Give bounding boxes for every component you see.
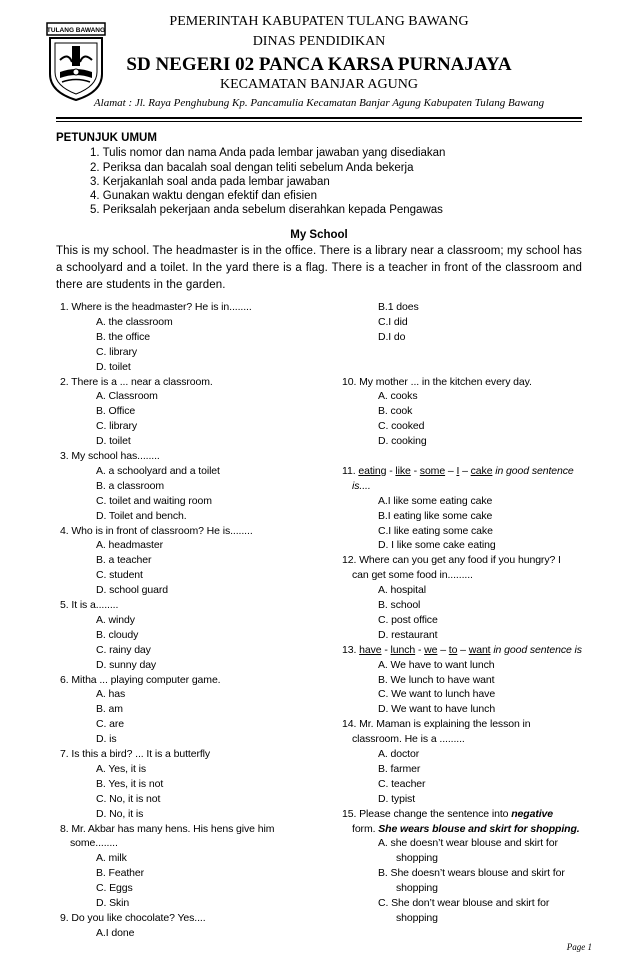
rich-text-fragment: some (419, 464, 446, 477)
answer-option: A. a schoolyard and a toilet (96, 464, 220, 477)
question-line: shopping (396, 911, 438, 924)
answer-option: A.I done (96, 926, 135, 939)
answer-option: D. toilet (96, 360, 131, 373)
answer-option: A. cooks (378, 390, 418, 403)
question-line: shopping (396, 852, 438, 865)
reading-passage: This is my school. The headmaster is in the office. There is a library near a classroom; my school has a schoolyard and a toilet. In the yard there is a flag. There is a teacher in front of the classroom and there are students in the garden. (56, 245, 582, 291)
logo-label: TULANG BAWANG (46, 27, 106, 34)
rich-text-fragment: 11. (342, 464, 356, 477)
instruction-item: 3. Kerjakanlah soal anda pada lembar jawaban (90, 176, 330, 188)
answer-option: C. rainy day (96, 643, 151, 656)
question-stem (342, 808, 553, 820)
question-line: C.I did (378, 315, 408, 328)
instruction-item: 4. Gunakan waktu dengan efektif dan efisien (90, 190, 317, 202)
answer-option: B. cloudy (96, 628, 139, 641)
answer-option: C. post office (378, 613, 438, 626)
answer-option: B. the office (96, 330, 150, 343)
question-stem: 4. Who is in front of classroom? He is........ (60, 524, 253, 537)
question-line: shopping (396, 882, 438, 895)
rich-text-fragment: Please change the sentence into (359, 807, 512, 820)
rich-text-fragment: to (448, 643, 458, 656)
answer-option: C. library (96, 420, 138, 433)
rich-text-fragment: eating (358, 464, 387, 477)
answer-option: A. Classroom (96, 390, 158, 403)
rich-text-fragment: negative (511, 807, 554, 820)
answer-option: A. windy (96, 613, 135, 626)
school-name: SD NEGERI 02 PANCA KARSA PURNAJAYA (126, 54, 512, 75)
rich-text-fragment: She wears blouse and skirt for shopping. (378, 822, 580, 835)
question-stem: 2. There is a ... near a classroom. (60, 375, 213, 388)
header-line-government: PEMERINTAH KABUPATEN TULANG BAWANG (169, 14, 469, 29)
answer-option: B. am (96, 703, 123, 716)
answer-option: D. cooking (378, 435, 427, 448)
rich-text-fragment: have (359, 643, 382, 656)
answer-option: B. Yes, it is not (96, 777, 164, 790)
answer-option: C. cooked (378, 420, 425, 433)
answer-option: B. She doesn’t wears blouse and skirt for (378, 867, 565, 880)
answer-option: D. toilet (96, 435, 131, 448)
instruction-item: 1. Tulis nomor dan nama Anda pada lembar jawaban yang disediakan (90, 147, 446, 159)
reading-title: My School (290, 229, 348, 241)
rich-text-fragment: cake (470, 464, 493, 477)
question-line: classroom. He is a ......... (352, 733, 465, 746)
rich-text-fragment: lunch (390, 643, 416, 656)
rich-text-fragment: form. (352, 822, 379, 835)
answer-option: D. Toilet and bench. (96, 509, 187, 522)
instruction-item: 5. Periksalah pekerjaan anda sebelum diserahkan kepada Pengawas (90, 204, 443, 216)
instruction-item: 2. Periksa dan bacalah soal dengan teliti sebelum Anda bekerja (90, 162, 414, 174)
rich-text-fragment: I (456, 464, 460, 477)
answer-option: D. sunny day (96, 658, 157, 671)
answer-option: B. Office (96, 405, 136, 418)
question-line: can get some food in......... (352, 569, 473, 582)
answer-option: D. I like some cake eating (378, 539, 496, 552)
answer-option: C. teacher (378, 777, 426, 790)
answer-option: B.I eating like some cake (378, 509, 493, 522)
rich-text-fragment: 13. (342, 643, 357, 656)
answer-option: B. Feather (96, 867, 145, 880)
rich-text-fragment: in good sentence is (493, 643, 582, 656)
answer-option: B. a teacher (96, 554, 152, 567)
answer-option: C. She don’t wear blouse and skirt for (378, 897, 550, 909)
answer-option: D. No, it is (96, 807, 144, 820)
answer-option: C. student (96, 569, 143, 582)
answer-option: A.I like some eating cake (378, 494, 493, 507)
rich-text-fragment: 15. (342, 807, 357, 820)
question-stem: 11. eating - like - some – I – cake in good sentence (342, 464, 574, 477)
question-stem: 14. Mr. Maman is explaining the lesson in (342, 718, 531, 731)
answer-option: A. We have to want lunch (378, 658, 495, 671)
answer-option: D. restaurant (378, 628, 438, 641)
answer-option: A. Yes, it is (96, 762, 147, 775)
answer-option: A. she doesn’t wear blouse and skirt for (378, 837, 558, 850)
answer-option: C. library (96, 345, 138, 358)
instructions-title: PETUNJUK UMUM (56, 132, 157, 144)
question-line: B.1 does (378, 301, 419, 313)
question-stem: 8. Mr. Akbar has many hens. His hens give him (60, 822, 275, 835)
page-number: Page 1 (566, 942, 592, 952)
answer-option: D. school guard (96, 584, 169, 597)
question-stem: 5. It is a........ (60, 599, 119, 611)
rich-text-fragment: like (395, 464, 411, 477)
question-stem: 10. My mother ... in the kitchen every day. (342, 375, 532, 388)
school-address: Alamat : Jl. Raya Penghubung Kp. Pancamulia Kecamatan Banjar Agung Kabupaten Tulang Bawang (93, 97, 545, 109)
answer-option: C. No, it is not (96, 792, 161, 805)
answer-option: C. toilet and waiting room (96, 494, 212, 507)
answer-option: D. typist (378, 792, 416, 805)
answer-option: A. doctor (378, 748, 420, 760)
answer-option: D. Skin (96, 897, 130, 909)
question-stem: 13. have - lunch - we – to – want in good sentence is (342, 643, 582, 656)
header-divider-thick (56, 117, 582, 119)
answer-option: B. school (378, 599, 421, 611)
header-divider-thin (56, 121, 582, 122)
answer-option: B. a classroom (96, 479, 165, 492)
answer-option: A. the classroom (96, 315, 173, 328)
answer-option: C. Eggs (96, 882, 133, 895)
question-stem: 6. Mitha ... playing computer game. (60, 673, 221, 686)
question-line (352, 823, 580, 835)
answer-option: A. headmaster (96, 539, 163, 552)
rich-text-fragment: we (424, 643, 438, 656)
answer-option: A. has (96, 688, 126, 701)
question-stem: 3. My school has........ (60, 450, 160, 462)
answer-option: C.I like eating some cake (378, 524, 493, 537)
question-stem: 7. Is this a bird? ... It is a butterfly (60, 748, 211, 760)
answer-option: A. milk (96, 852, 127, 865)
answer-option: A. hospital (378, 584, 426, 597)
question-line: is.... (352, 479, 371, 492)
rich-text-fragment: want (468, 643, 491, 656)
answer-option: B. farmer (378, 762, 421, 775)
answer-option: B. We lunch to have want (378, 673, 495, 686)
answer-option: D. We want to have lunch (378, 703, 496, 716)
question-stem: 1. Where is the headmaster? He is in........ (60, 301, 252, 313)
answer-option: C. are (96, 718, 124, 731)
question-line: D.I do (378, 330, 406, 343)
answer-option: B. cook (378, 405, 413, 418)
answer-option: D. is (96, 733, 117, 746)
header-line-district: KECAMATAN BANJAR AGUNG (219, 77, 418, 92)
answer-option: C. We want to lunch have (378, 688, 496, 701)
question-stem: 12. Where can you get any food if you hungry? I (342, 554, 561, 567)
question-line: some........ (70, 837, 118, 850)
rich-text-fragment: in good sentence (495, 464, 574, 477)
header-line-agency: DINAS PENDIDIKAN (252, 34, 386, 49)
question-stem: 9. Do you like chocolate? Yes.... (60, 911, 206, 924)
